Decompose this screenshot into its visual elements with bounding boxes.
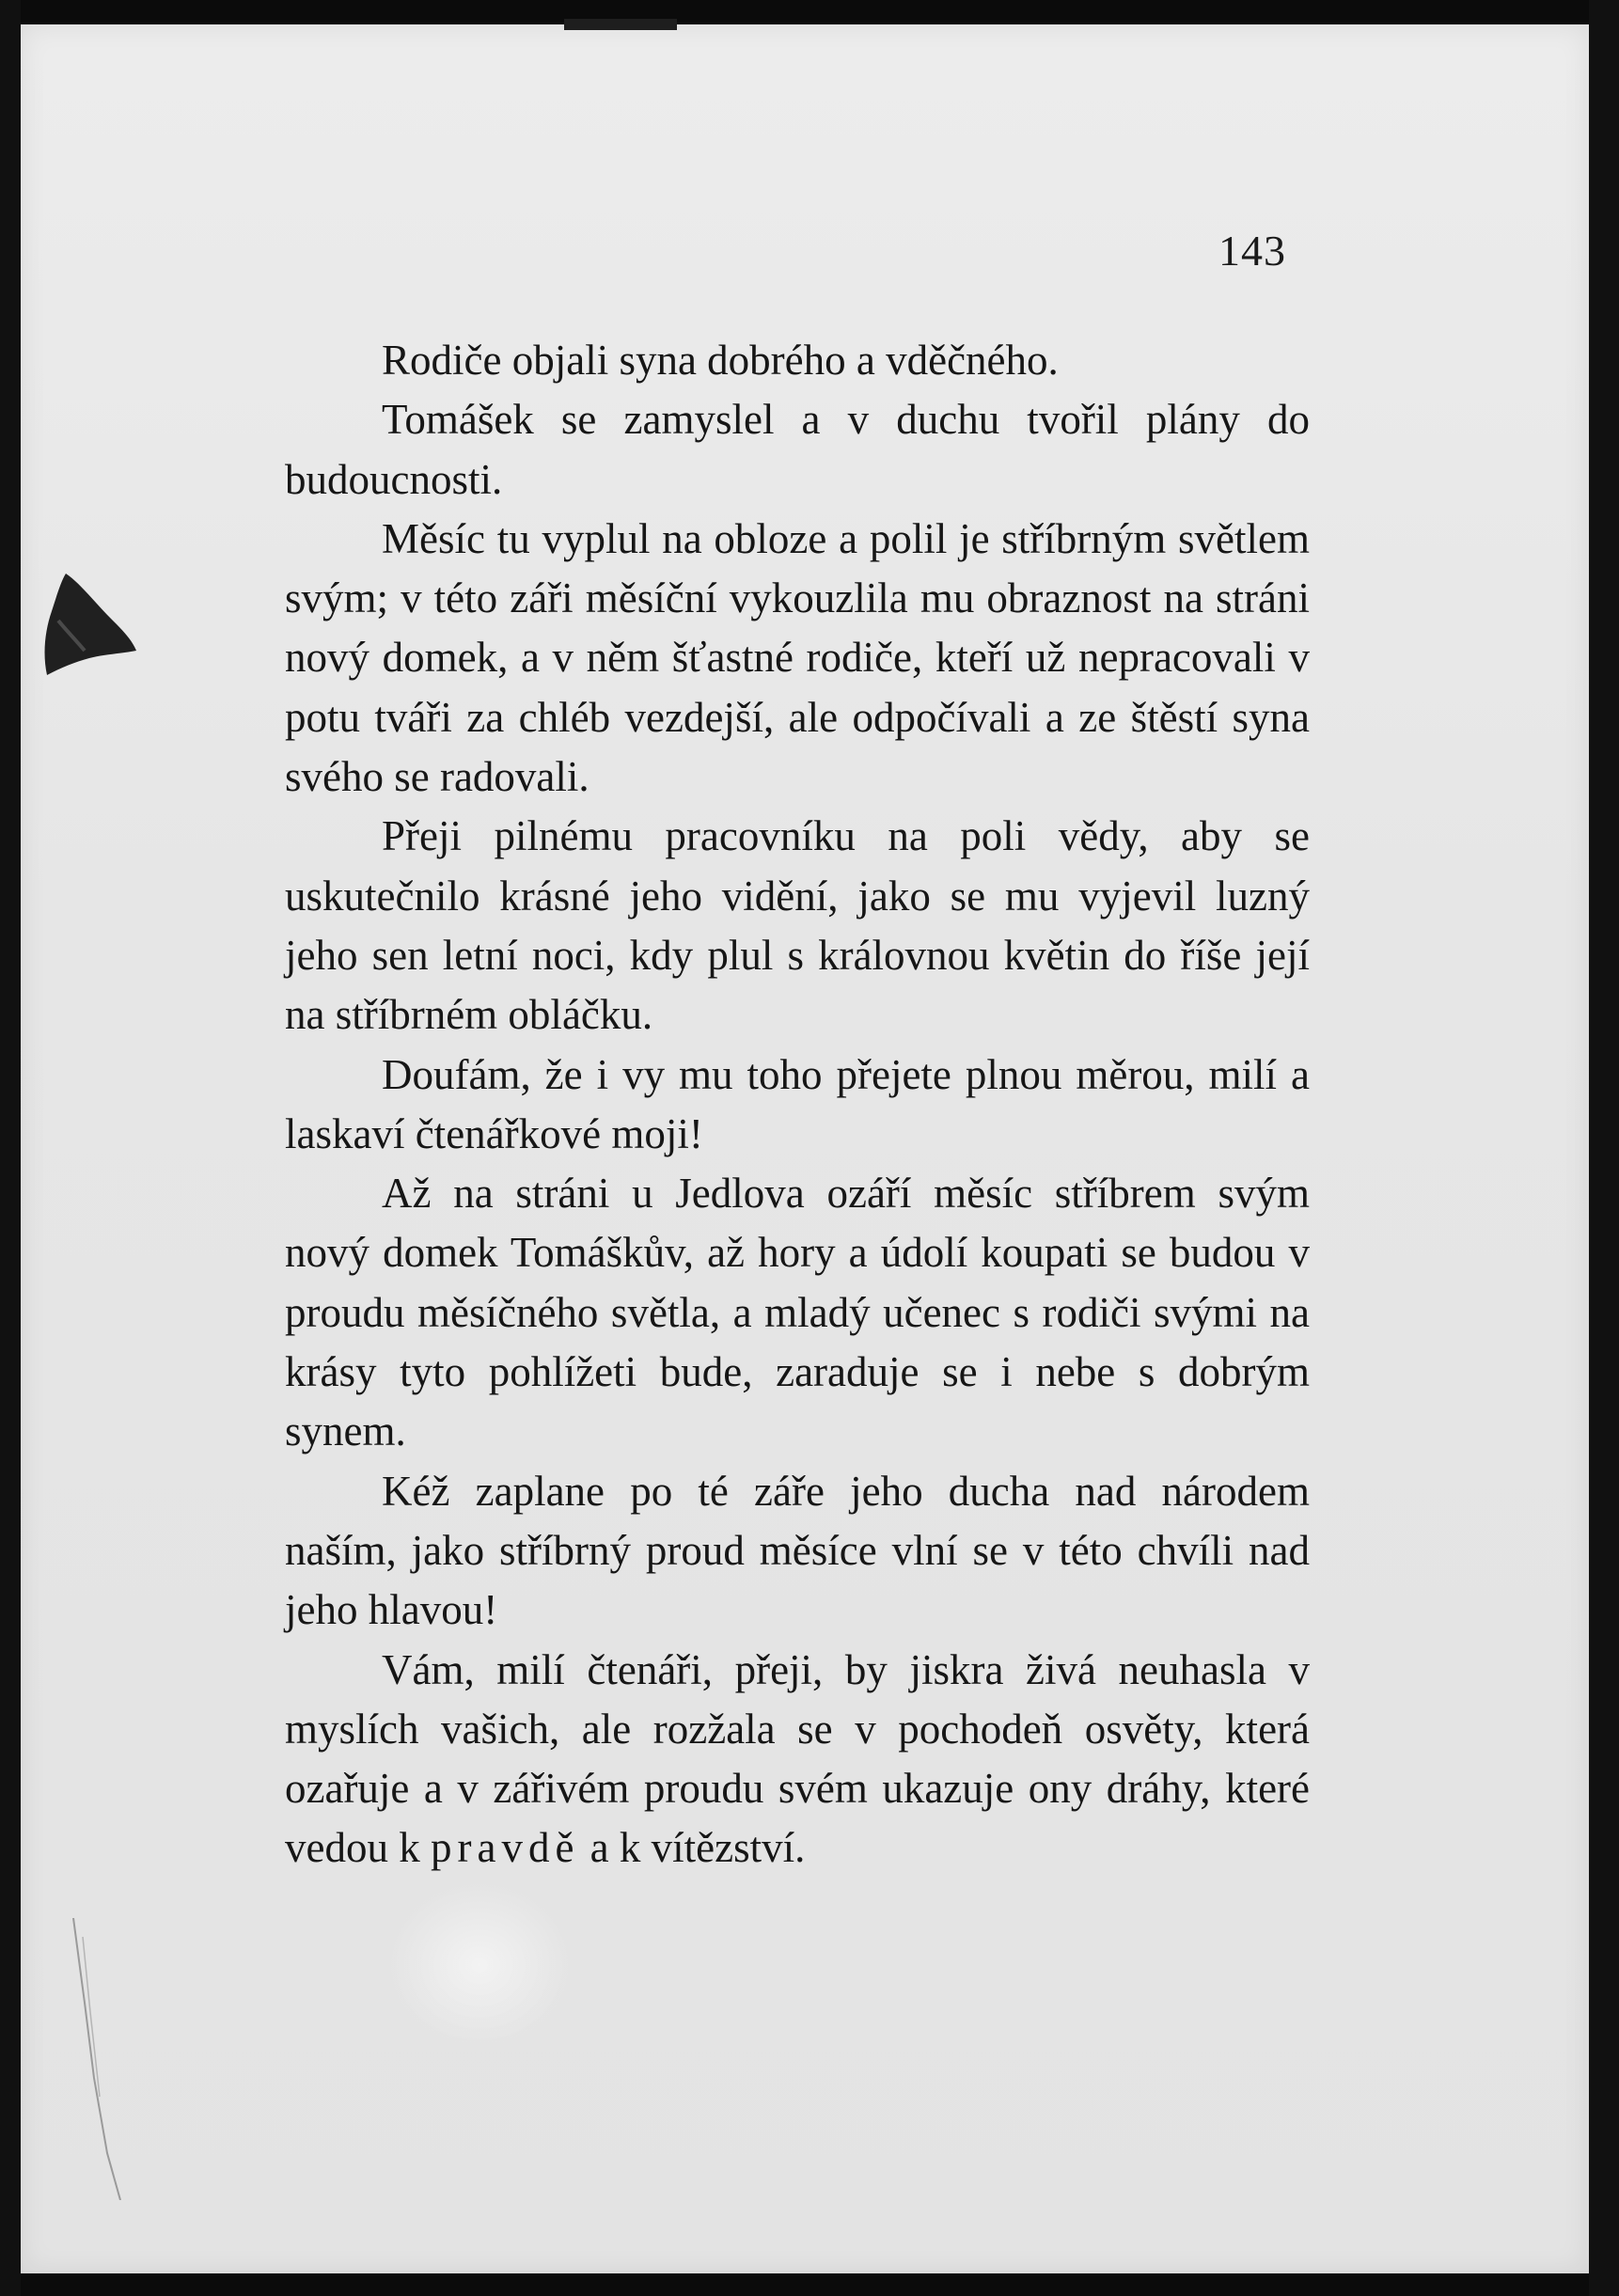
final-paragraph-tail: a k vítězství. [579,1824,806,1872]
paper-smudge [385,1880,574,2050]
page-number: 143 [1218,227,1286,275]
paragraph: Doufám, že i vy mu toho přejete plnou měrou, milí a laskaví čtenářkové moji! [285,1050,1310,1157]
scan-right-edge [1589,0,1619,2296]
final-paragraph [285,1641,1310,1879]
paragraph: Tomášek se zamyslel a v duchu tvořil plány do budoucnosti. [285,396,1310,503]
emphasized-word: pravdě [430,1824,580,1872]
paragraph: Rodiče objali syna dobrého a vděčného. [382,337,1059,384]
paragraph: Měsíc tu vyplul na obloze a polil je stříbrným světlem svým; v této záři měsíční vykouzlila mu obraznost na stráni nový domek, a v něm šťastné rodiče, kteří už nepracovali v potu tváři za chléb vezdejší, ale odpočívali a ze štěstí syna svého se radovali. [285,514,1310,801]
body-text [285,331,1310,1879]
paper-streak [66,1918,132,2200]
paragraph: Až na stráni u Jedlova ozáří měsíc stříbrem svým nový domek Tomáškův, až hory a údolí koupati se budou v proudu měsíčného světla, a mladý učenec s rodiči svými na krásy tyto pohlížeti bude, zaraduje se i nebe s dobrým synem. [285,1170,1310,1455]
paragraph: Kéž zaplane po té záře jeho ducha nad národem naším, jako stříbrný proud měsíce vlní se v této chvíli nad jeho hlavou! [285,1467,1310,1634]
paragraph: Přeji pilnému pracovníku na poli vědy, aby se uskutečnilo krásné jeho vidění, jako se mu vyjevil luzný jeho sen letní noci, kdy plul s královnou květin do říše její na stříbrném obláčku. [285,812,1310,1039]
scan-top-mark [564,19,677,30]
final-paragraph-lead: Vám, milí čtenáři, přeji, by jiskra živá neuhasla v myslích vašich, ale rozžala se v pochodeň osvěty, která ozařuje a v zářivém proudu svém ukazuje ony dráhy, které vedou k [285,1645,1310,1872]
scan-left-edge [0,0,21,2296]
ink-blot-mark [38,564,141,677]
